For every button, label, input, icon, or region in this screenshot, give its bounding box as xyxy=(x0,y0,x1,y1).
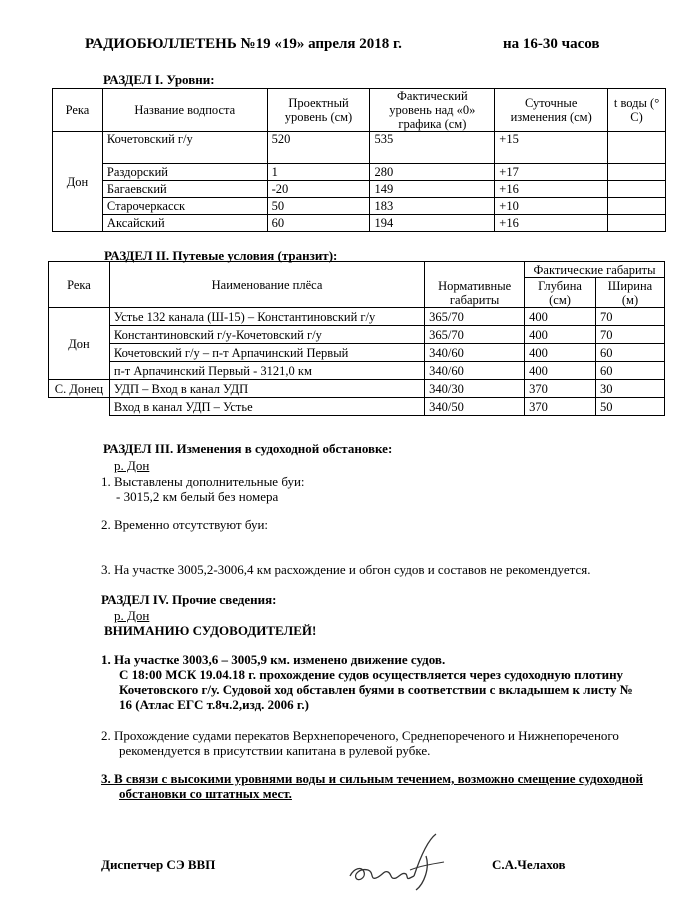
section-3-item-2: 2. Временно отсутствуют буи: xyxy=(101,517,269,532)
reach-name: Константиновский г/у-Кочетовский г/у xyxy=(109,326,424,344)
bulletin-title: РАДИОБЮЛЛЕТЕНЬ №19 «19» апреля 2018 г. xyxy=(85,36,402,52)
section-3-heading: РАЗДЕЛ III. Изменения в судоходной обстановке: xyxy=(103,441,393,456)
col-river: Река xyxy=(49,262,110,308)
actual-width: 70 xyxy=(596,326,665,344)
dispatcher-name: С.А.Челахов xyxy=(492,857,566,872)
reach-name: п-т Арпачинский Первый - 3121,0 км xyxy=(109,362,424,380)
normative-dims: 365/70 xyxy=(425,326,525,344)
actual-width: 50 xyxy=(596,398,665,416)
actual-width: 60 xyxy=(596,362,665,380)
actual-width: 30 xyxy=(596,380,665,398)
normative-dims: 340/30 xyxy=(425,380,525,398)
post-name: Кочетовский г/у xyxy=(102,132,267,164)
section-3-item-1: 1. Выставлены дополнительные буи: xyxy=(101,474,305,489)
col-width: Ширина (м) xyxy=(596,278,665,308)
actual-level: 149 xyxy=(370,181,495,198)
post-name: Старочеркасск xyxy=(102,198,267,215)
reach-name: Вход в канал УДП – Устье xyxy=(109,398,424,416)
section-4-item-2-line-1: 2. Прохождение судами перекатов Верхнепореченого, Среднепореченого и Нижнепореченого xyxy=(101,728,619,743)
actual-level: 280 xyxy=(370,164,495,181)
normative-dims: 340/60 xyxy=(425,344,525,362)
water-temp xyxy=(608,198,666,215)
empty-cell xyxy=(49,398,110,416)
section-4-item-3-line-2: обстановки со штатных мест. xyxy=(119,786,292,801)
daily-change: +17 xyxy=(495,164,608,181)
section-4-item-3-line-1: 3. В связи с высокими уровнями воды и сильным течением, возможно смещение судоходной xyxy=(101,771,643,786)
section-2-heading: РАЗДЕЛ II. Путевые условия (транзит): xyxy=(104,248,338,263)
col-daily-change: Суточные изменения (см) xyxy=(495,89,608,132)
actual-depth: 370 xyxy=(525,398,596,416)
actual-level: 535 xyxy=(370,132,495,164)
design-level: 60 xyxy=(267,215,370,232)
section-3-item-1-sub: - 3015,2 км белый без номера xyxy=(116,489,279,504)
reach-name: УДП – Вход в канал УДП xyxy=(109,380,424,398)
section-4-item-1-line-2: С 18:00 МСК 19.04.18 г. прохождение судов осуществляется через судоходную плотину xyxy=(119,667,624,682)
river-don: Дон xyxy=(49,308,110,380)
actual-depth: 400 xyxy=(525,344,596,362)
col-reach: Наименование плёса xyxy=(109,262,424,308)
section-1-heading: РАЗДЕЛ I. Уровни: xyxy=(103,72,215,87)
daily-change: +16 xyxy=(495,181,608,198)
actual-level: 194 xyxy=(370,215,495,232)
river-don: Дон xyxy=(53,132,103,232)
actual-width: 60 xyxy=(596,344,665,362)
water-temp xyxy=(608,132,666,164)
col-actual-group: Фактические габариты xyxy=(525,262,665,278)
post-name: Раздорский xyxy=(102,164,267,181)
actual-depth: 400 xyxy=(525,308,596,326)
col-actual-level: Фактический уровень над «0» графика (см) xyxy=(370,89,495,132)
water-temp xyxy=(608,215,666,232)
levels-table xyxy=(52,88,666,232)
reach-name: Устье 132 канала (Ш-15) – Константиновский г/у xyxy=(109,308,424,326)
col-normative: Нормативные габариты xyxy=(425,262,525,308)
normative-dims: 365/70 xyxy=(425,308,525,326)
signature xyxy=(340,828,460,893)
actual-depth: 370 xyxy=(525,380,596,398)
design-level: 520 xyxy=(267,132,370,164)
section-4-item-1-line-1: 1. На участке 3003,6 – 3005,9 км. изменено движение судов. xyxy=(101,652,446,667)
section-3-item-3: 3. На участке 3005,2-3006,4 км расхождение и обгон судов и составов не рекомендуется. xyxy=(101,562,591,577)
section-4-item-1-line-3: Кочетовского г/у. Судовой ход обставлен буями в соответствии с вкладышем к листу № xyxy=(119,682,633,697)
post-name: Багаевский xyxy=(102,181,267,198)
section-4-river: р. Дон xyxy=(114,608,150,623)
section-4-heading: РАЗДЕЛ IV. Прочие сведения: xyxy=(101,592,277,607)
col-post-name: Название водпоста xyxy=(102,89,267,132)
section-4-item-2-line-2: рекомендуется в присутствии капитана в рулевой рубке. xyxy=(119,743,431,758)
attention-heading: ВНИМАНИЮ СУДОВОДИТЕЛЕЙ! xyxy=(104,623,317,638)
actual-depth: 400 xyxy=(525,326,596,344)
design-level: 50 xyxy=(267,198,370,215)
daily-change: +10 xyxy=(495,198,608,215)
reach-name: Кочетовский г/у – п-т Арпачинский Первый xyxy=(109,344,424,362)
daily-change: +16 xyxy=(495,215,608,232)
design-level: 1 xyxy=(267,164,370,181)
col-depth: Глубина (см) xyxy=(525,278,596,308)
route-table xyxy=(48,261,665,416)
actual-width: 70 xyxy=(596,308,665,326)
normative-dims: 340/60 xyxy=(425,362,525,380)
dispatcher-label: Диспетчер СЭ ВВП xyxy=(101,857,216,872)
section-3-river: р. Дон xyxy=(114,458,150,473)
actual-level: 183 xyxy=(370,198,495,215)
design-level: -20 xyxy=(267,181,370,198)
actual-depth: 400 xyxy=(525,362,596,380)
col-water-temp: t воды (° С) xyxy=(608,89,666,132)
daily-change: +15 xyxy=(495,132,608,164)
col-design-level: Проектный уровень (см) xyxy=(267,89,370,132)
col-river: Река xyxy=(53,89,103,132)
river-s-donets: С. Донец xyxy=(49,380,110,398)
water-temp xyxy=(608,164,666,181)
water-temp xyxy=(608,181,666,198)
normative-dims: 340/50 xyxy=(425,398,525,416)
post-name: Аксайский xyxy=(102,215,267,232)
section-4-item-1-line-4: 16 (Атлас ЕГС т.8ч.2,изд. 2006 г.) xyxy=(119,697,309,712)
bulletin-time: на 16-30 часов xyxy=(503,36,600,52)
